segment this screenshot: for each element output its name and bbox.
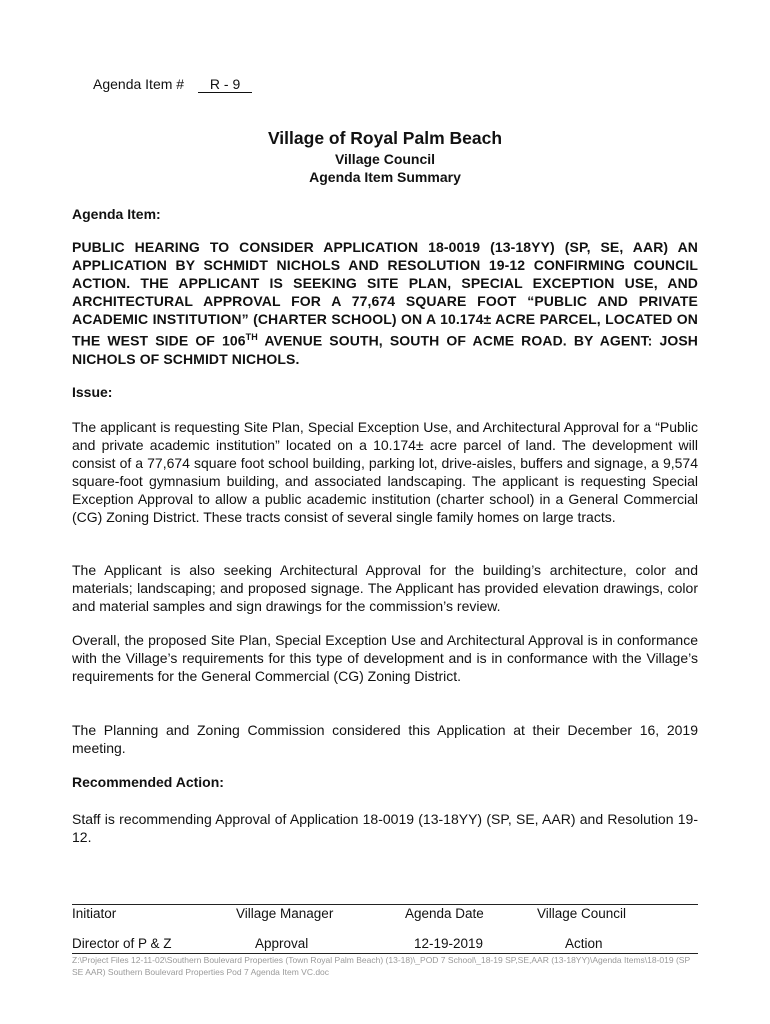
footer-value-approval: Approval <box>255 936 309 951</box>
footer-value-agenda-date: 12-19-2019 <box>414 936 484 951</box>
issue-paragraph-2: The Applicant is also seeking Architectural Approval for the building’s architecture, color and materials; landscaping; and proposed signage. The Applicant has provided elevation drawings, color and material samples and sign drawings for the commission’s review. <box>72 562 698 614</box>
agenda-item-number <box>93 76 252 93</box>
document-subtitle-council: Village Council <box>334 151 436 167</box>
footer-header-village-manager: Village Manager <box>236 906 334 921</box>
issue-heading: Issue: <box>72 384 113 400</box>
document-title: Village of Royal Palm Beach <box>267 128 503 148</box>
issue-paragraph-1: The applicant is requesting Site Plan, Special Exception Use, and Architectural Approval for a “Public and private academic institution” located on a 10.174± acre parcel of land. The development will consist of a 77,674 square foot school building, parking lot, drive-aisles, buffers and signage, a 9,574 square-foot gymnasium building, and associated landscaping. The applicant is requesting Special Exception Approval to allow a public academic institution (charter school) in a General Commercial (CG) Zoning District. These tracts consist of several single family homes on large tracts. <box>72 419 698 525</box>
agenda-item-label: Agenda Item # <box>93 76 185 92</box>
recommended-action-text: Staff is recommending Approval of Application 18-0019 (13-18YY) (SP, SE, AAR) and Resolution 19-12. <box>72 811 698 845</box>
footer-header-agenda-date: Agenda Date <box>405 906 484 921</box>
agenda-item-heading: Agenda Item: <box>72 206 161 222</box>
footer-value-action: Action <box>565 936 603 951</box>
agenda-item-description <box>72 238 698 368</box>
file-path-footnote: Z:\Project Files 12-11-02\Southern Boulevard Properties (Town Royal Palm Beach) (13-18)\_POD 7 School\_18-19 SP,SE,AAR (13-18YY)\Agenda Items\18-019 (SP SE AAR) Southern Boulevard Properties Pod 7 Agenda Item VC.doc <box>72 955 690 977</box>
agenda-item-text-part1: PUBLIC HEARING TO CONSIDER APPLICATION 18-0019 (13-18YY) (SP, SE, AAR) AN APPLICATION BY SCHMIDT NICHOLS AND RESOLUTION 19-12 CONFIRMING COUNCIL ACTION. THE APPLICANT IS SEEKING SITE PLAN, SPECIAL EXCEPTION USE, AND ARCHITECTURAL APPROVAL FOR A 77,674 SQUARE FOOT “PUBLIC AND PRIVATE ACADEMIC INSTITUTION” (CHARTER SCHOOL) ON A 10.174± ACRE PARCEL, LOCATED ON THE WEST SIDE OF 106 <box>72 239 698 349</box>
agenda-item-text-part2: AVENUE SOUTH, SOUTH OF ACME ROAD. BY AGENT: JOSH NICHOLS OF SCHMIDT NICHOLS. <box>72 332 698 367</box>
recommended-action-heading: Recommended Action: <box>72 774 224 790</box>
footer-top-rule <box>72 904 698 905</box>
footer-value-initiator: Director of P & Z <box>72 936 172 951</box>
issue-paragraph-4: The Planning and Zoning Commission considered this Application at their December 16, 2019 meeting. <box>72 722 698 756</box>
agenda-item-superscript: TH <box>245 332 258 342</box>
agenda-item-value: R - 9 <box>198 76 252 93</box>
document-subtitle-summary: Agenda Item Summary <box>309 169 461 185</box>
issue-paragraph-3: Overall, the proposed Site Plan, Special Exception Use and Architectural Approval is in conformance with the Village’s requirements for this type of development and is in conformance with the Village’s requirements for the General Commercial (CG) Zoning District. <box>72 632 698 684</box>
footer-header-initiator: Initiator <box>72 906 117 921</box>
footer-header-village-council: Village Council <box>537 906 627 921</box>
